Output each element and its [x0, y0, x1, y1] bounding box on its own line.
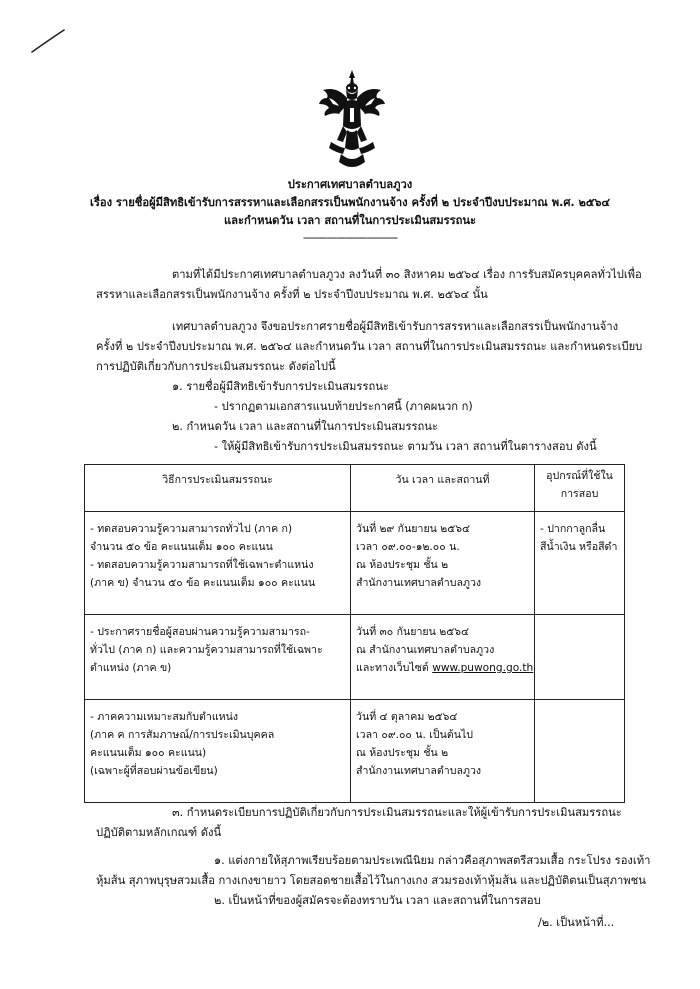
item-2-detail: - ให้ผู้มีสิทธิเข้ารับการประเมินสมรรถนะ ตามวัน เวลา สถานที่ในตารางสอบ ดังนี้: [214, 440, 597, 453]
row-1-equipment: - ปากกาลูกลื่น สีน้ำเงิน หรือสีดำ: [535, 512, 625, 615]
rule-1-line-1: ๑. แต่งกายให้สุภาพเรียบร้อยตามประเพณีนิยม กล่าวคือสุภาพสตรีสวมเสื้อ กระโปรง รองเท้า: [214, 854, 651, 867]
table-row: [85, 700, 625, 803]
continuation-note: /๒. เป็นหน้าที่...: [538, 916, 615, 929]
paragraph-1-line-2: สรรหาและเลือกสรรเป็นพนักงานจ้าง ครั้งที่ ๒ ประจำปีงบประมาณ พ.ศ. ๒๕๖๔ นั้น: [96, 288, 488, 301]
garuda-emblem-icon: [317, 68, 387, 172]
paragraph-1-line-1: ตามที่ได้มีประกาศเทศบาลตำบลภูวง ลงวันที่ ๓๐ สิงหาคม ๒๕๖๔ เรื่อง การรับสมัครบุคคลทั่วไปเพื่อ: [172, 268, 642, 281]
paragraph-2-line-2: ครั้งที่ ๒ ประจำปีงบประมาณ พ.ศ. ๒๕๖๔ และกำหนดวัน เวลา สถานที่ในการประเมินสมรรถนะ และกำหนดระเบียบ: [96, 340, 643, 353]
table-header-row: [85, 465, 625, 512]
announcement-subject-line-1: เรื่อง รายชื่อผู้มีสิทธิเข้ารับการสรรหาและเลือกสรรเป็นพนักงานจ้าง ครั้งที่ ๒ ประจำปีงบประมาณ พ.ศ. ๒๕๖๔: [90, 196, 610, 209]
item-1-detail: - ปรากฏตามเอกสารแนบท้ายประกาศนี้ (ภาคผนวก ก): [214, 400, 473, 413]
header-divider: -------------------------------: [302, 231, 398, 244]
row-2-method: - ประกาศรายชื่อผู้สอบผ่านความรู้ความสามารถ- ทั่วไป (ภาค ก) และความรู้ความสามารถที่ใช้เฉพาะ ตำแหน่ง (ภาค ข): [85, 615, 351, 700]
item-3-line-1: ๓. กำหนดระเบียบการปฏิบัติเกี่ยวกับการประเมินสมรรถนะและให้ผู้เข้ารับการประเมินสมรรถนะ: [172, 806, 622, 819]
item-1-heading: ๑. รายชื่อผู้มีสิทธิเข้ารับการประเมินสมรรถนะ: [172, 380, 389, 393]
row-1-method: - ทดสอบความรู้ความสามารถทั่วไป (ภาค ก) จำนวน ๕๐ ข้อ คะแนนเต็ม ๑๐๐ คะแนน - ทดสอบความรู้ความสามารถที่ใช้เฉพาะตำแหน่ง (ภาค ข) จำนวน ๕๐ ข้อ คะแนนเต็ม ๑๐๐ คะแนน: [85, 512, 351, 615]
rule-2: ๒. เป็นหน้าที่ของผู้สมัครจะต้องทราบวัน เวลา และสถานที่ในการสอบ: [214, 894, 541, 907]
rule-1-line-2: หุ้มส้น สุภาพบุรุษสวมเสื้อ กางเกงขายาว โดยสอดชายเสื้อไว้ในกางเกง สวมรองเท้าหุ้มส้น และปฏิบัติตนเป็นสุภาพชน: [96, 874, 646, 887]
item-3-line-2: ปฏิบัติตามหลักเกณฑ์ ดังนี้: [96, 826, 222, 839]
row-3-method: - ภาคความเหมาะสมกับตำแหน่ง (ภาค ค การสัมภาษณ์/การประเมินบุคคล คะแนนเต็ม ๑๐๐ คะแนน) (เฉพาะผู้ที่สอบผ่านข้อเขียน): [85, 700, 351, 803]
row-3-datetime: วันที่ ๔ ตุลาคม ๒๕๖๔ เวลา ๐๙.๐๐ น. เป็นต้นไป ณ ห้องประชุม ชั้น ๒ สำนักงานเทศบาลตำบลภูวง: [351, 700, 535, 803]
header-method: วิธีการประเมินสมรรถนะ: [85, 465, 351, 512]
row-3-equipment: [535, 700, 625, 803]
handwritten-slash-mark: [30, 28, 66, 54]
header-datetime: วัน เวลา และสถานที่: [351, 465, 535, 512]
header-equipment: อุปกรณ์ที่ใช้ใน การสอบ: [535, 465, 625, 512]
announcement-title: ประกาศเทศบาลตำบลภูวง: [287, 178, 413, 191]
item-2-heading: ๒. กำหนดวัน เวลา และสถานที่ในการประเมินสมรรถนะ: [172, 420, 438, 433]
row-1-datetime: วันที่ ๒๙ กันยายน ๒๕๖๔ เวลา ๐๙.๐๐-๑๒.๐๐ น. ณ ห้องประชุม ชั้น ๒ สำนักงานเทศบาลตำบลภูวง: [351, 512, 535, 615]
exam-schedule-table: [84, 464, 625, 803]
table-row: [85, 615, 625, 700]
announcement-subject-line-2: และกำหนดวัน เวลา สถานที่ในการประเมินสมรรถนะ: [223, 214, 477, 227]
website-link[interactable]: www.puwong.go.th: [432, 662, 534, 674]
paragraph-2-line-1: เทศบาลตำบลภูวง จึงขอประกาศรายชื่อผู้มีสิทธิเข้ารับการสรรหาและเลือกสรรเป็นพนักงานจ้าง: [172, 320, 619, 333]
paragraph-2-line-3: การปฏิบัติเกี่ยวกับการประเมินสมรรถนะ ดังต่อไปนี้: [96, 360, 336, 373]
table-row: [85, 512, 625, 615]
row-2-equipment: [535, 615, 625, 700]
row-2-datetime: วันที่ ๓๐ กันยายน ๒๕๖๔ ณ สำนักงานเทศบาลตำบลภูวง และทางเว็บไซต์ www.puwong.go.th: [351, 615, 535, 700]
